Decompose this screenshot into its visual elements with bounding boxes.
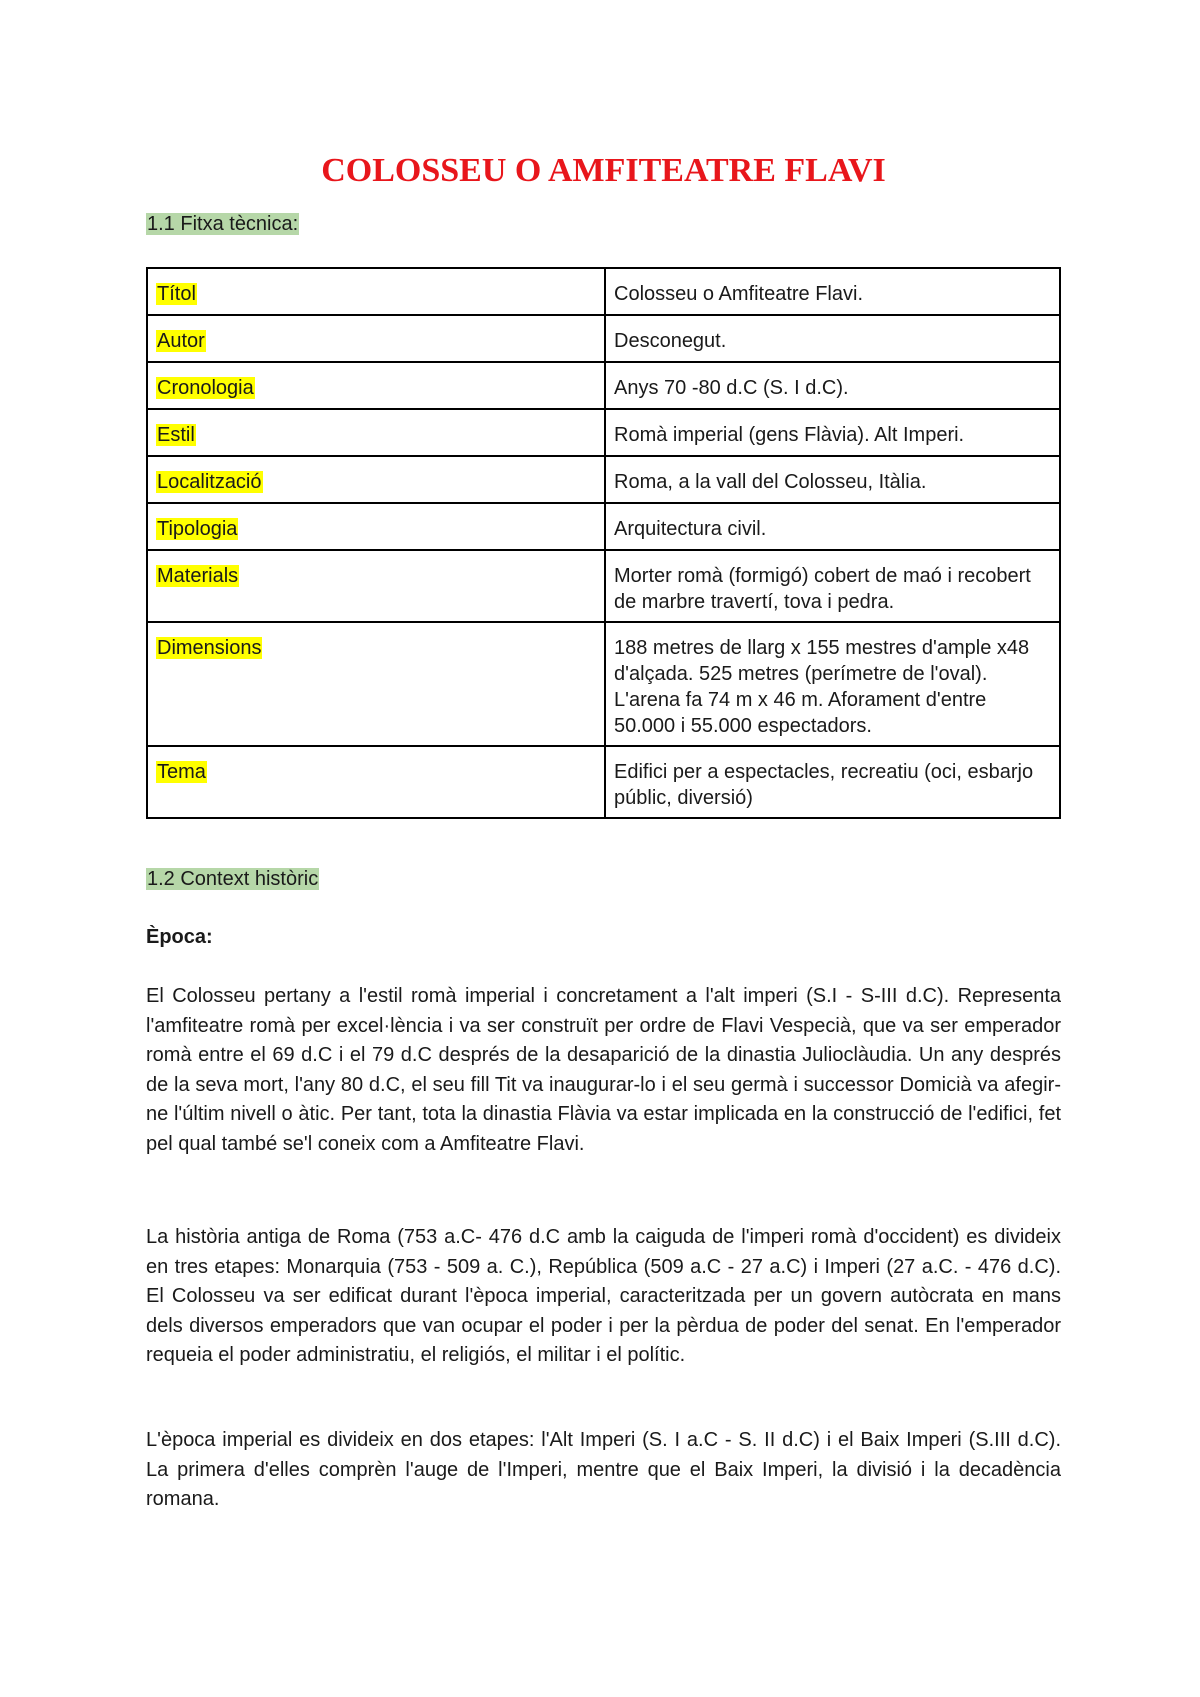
context-heading-text: 1.2 Context històric xyxy=(147,868,319,890)
table-row xyxy=(147,503,1060,550)
row-value: Edifici per a espectacles, recreatiu (oci, esbarjo públic, diversió) xyxy=(605,746,1060,818)
row-value: 188 metres de llarg x 155 mestres d'ample x48 d'alçada. 525 metres (perímetre de l'oval). L'arena fa 74 m x 46 m. Aforament d'entre 50.000 i 55.000 espectadors. xyxy=(605,622,1060,746)
table-row xyxy=(147,456,1060,503)
row-label-cell xyxy=(147,315,605,362)
row-value: Anys 70 -80 d.C (S. I d.C). xyxy=(605,362,1060,409)
table-row xyxy=(147,362,1060,409)
paragraph: El Colosseu pertany a l'estil romà imperial i concretament a l'alt imperi (S.I - S-III d.C). Representa l'amfiteatre romà per excel·lència i va ser construït per ordre de Flavi Vespecià, que va ser emperador romà entre el 69 d.C i el 79 d.C després de la desaparició de la dinastia Julioclàudia. Un any després de la seva mort, l'any 80 d.C, el seu fill Tit va inaugurar-lo i el seu germà i successor Domicià va afegir-ne l'últim nivell o àtic. Per tant, tota la dinastia Flàvia va estar implicada en la construcció de l'edifici, fet pel qual també se'l coneix com a Amfiteatre Flavi. xyxy=(146,985,1061,1155)
row-label-cell xyxy=(147,622,605,746)
fitxa-heading xyxy=(146,211,299,237)
epoca-label: Època: xyxy=(146,926,213,948)
table-row xyxy=(147,409,1060,456)
row-label: Materials xyxy=(157,565,239,587)
row-value: Romà imperial (gens Flàvia). Alt Imperi. xyxy=(605,409,1060,456)
row-label-cell xyxy=(147,362,605,409)
row-label-cell xyxy=(147,456,605,503)
table-row xyxy=(147,622,1060,746)
row-label: Tipologia xyxy=(157,518,238,540)
row-label: Tema xyxy=(157,761,206,783)
row-label-cell xyxy=(147,268,605,315)
row-label-cell xyxy=(147,409,605,456)
row-label-cell xyxy=(147,503,605,550)
table-row xyxy=(147,550,1060,622)
row-label: Dimensions xyxy=(157,637,262,659)
fitxa-table xyxy=(146,267,1061,819)
row-value: Morter romà (formigó) cobert de maó i recobert de marbre travertí, tova i pedra. xyxy=(605,550,1060,622)
table-row xyxy=(147,746,1060,818)
row-label: Estil xyxy=(157,424,195,446)
row-value: Arquitectura civil. xyxy=(605,503,1060,550)
fitxa-heading-text: 1.1 Fitxa tècnica: xyxy=(147,213,299,235)
row-label-cell xyxy=(147,550,605,622)
paragraph: L'època imperial es divideix en dos etapes: l'Alt Imperi (S. I a.C - S. II d.C) i el Baix Imperi (S.III d.C). La primera d'elles comprèn l'auge de l'Imperi, mentre que el Baix Imperi, la divisió i la decadència romana. xyxy=(146,1429,1061,1510)
table-row xyxy=(147,315,1060,362)
row-value: Desconegut. xyxy=(605,315,1060,362)
row-label: Títol xyxy=(157,283,196,305)
table-row xyxy=(147,268,1060,315)
context-heading xyxy=(146,866,319,892)
row-value: Roma, a la vall del Colosseu, Itàlia. xyxy=(605,456,1060,503)
row-label: Cronologia xyxy=(157,377,254,399)
paragraph: La història antiga de Roma (753 a.C- 476 d.C amb la caiguda de l'imperi romà d'occident) es divideix en tres etapes: Monarquia (753 - 509 a. C.), República (509 a.C - 27 a.C) i Imperi (27 a.C. - 476 d.C). El Colosseu va ser edificat durant l'època imperial, caracteritzada per un govern autòcrata en mans dels diversos emperadors que van ocupar el poder i per la pèrdua de poder del senat. En l'emperador requeia el poder administratiu, el religiós, el militar i el polític. xyxy=(146,1226,1061,1366)
row-value: Colosseu o Amfiteatre Flavi. xyxy=(605,268,1060,315)
row-label: Autor xyxy=(157,330,205,352)
row-label-cell xyxy=(147,746,605,818)
row-label: Localització xyxy=(157,471,262,493)
document-title: COLOSSEU O AMFITEATRE FLAVI xyxy=(321,152,886,189)
